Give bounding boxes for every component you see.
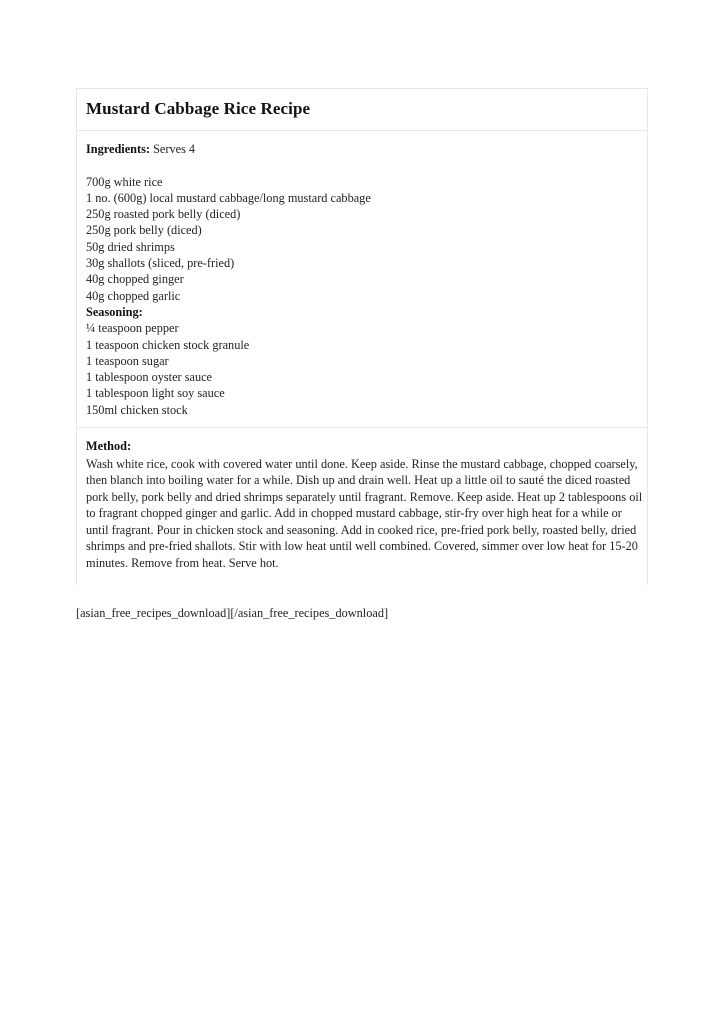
ingredient-item: 40g chopped ginger xyxy=(86,272,184,287)
page-title: Mustard Cabbage Rice Recipe xyxy=(86,99,311,118)
ingredient-item: 250g roasted pork belly (diced) xyxy=(86,207,241,222)
serves-value: Serves 4 xyxy=(153,142,196,156)
serves-line xyxy=(86,141,638,157)
seasoning-item: 1 tablespoon oyster sauce xyxy=(86,370,213,385)
ingredient-item: 30g shallots (sliced, pre-fried) xyxy=(86,256,235,271)
method-section xyxy=(77,428,647,585)
seasoning-item: 150ml chicken stock xyxy=(86,402,188,417)
seasoning-item: 1 tablespoon light soy sauce xyxy=(86,386,225,401)
recipe-title-row xyxy=(77,89,647,131)
ingredient-item: 250g pork belly (diced) xyxy=(86,223,202,238)
recipe-card xyxy=(76,88,648,585)
ingredient-item: 1 no. (600g) local mustard cabbage/long mustard cabbage xyxy=(86,190,371,205)
seasoning-item: 1 teaspoon chicken stock granule xyxy=(86,337,250,352)
ingredient-item: 40g chopped garlic xyxy=(86,288,181,303)
ingredients-section xyxy=(77,131,647,428)
seasoning-item: 1 teaspoon sugar xyxy=(86,353,169,368)
ingredients-label: Ingredients: xyxy=(86,142,150,156)
download-shortcode-text: [asian_free_recipes_download][/asian_free_recipes_download] xyxy=(76,606,389,620)
seasoning-label: Seasoning: xyxy=(86,304,143,319)
method-body: Wash white rice, cook with covered water until done. Keep aside. Rinse the mustard cabbage, chopped coarsely, then blanch into boiling water for a while. Dish up and drain well. Heat up a little oil to sauté the diced roasted pork belly, pork belly and dried shrimps separately until fragrant. Remove. Keep aside. Heat up 2 tablespoons oil to fragrant chopped ginger and garlic. Add in chopped mustard cabbage, stir-fry over high heat for a while or until fragrant. Pour in chicken stock and seasoning. Add in cooked rice, pre-fried pork belly, roasted belly, dried shrimps and pre-fried shallots. Stir with low heat until well combined. Covered, simmer over low heat for 15-20 minutes. Remove from heat. Serve hot. xyxy=(86,456,643,570)
ingredient-item: 700g white rice xyxy=(86,174,163,189)
ingredient-item: 50g dried shrimps xyxy=(86,239,175,254)
seasoning-item: ¼ teaspoon pepper xyxy=(86,321,179,336)
method-label: Method: xyxy=(86,439,132,454)
